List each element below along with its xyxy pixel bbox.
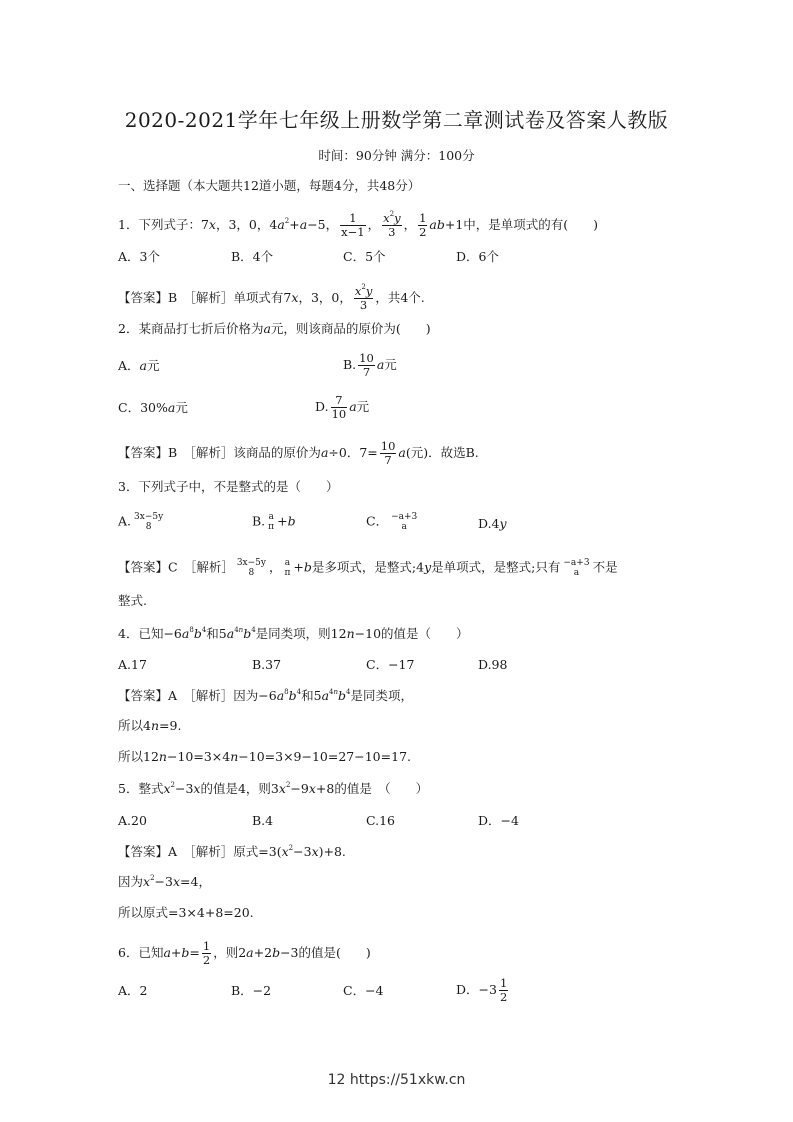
question-4-stem: 4．已知$-6a^8b^4$和$5a^{4n}b^4$是同类项，则12n−10的值是（ ） <box>118 626 469 641</box>
section-heading: 一、选择题（本大题共12道小题，每题4分，共48分） <box>118 178 421 193</box>
q6-option-c: C．−4 <box>343 983 384 998</box>
q4-answer-line-3: 所以12n−10=3×4n−10=3×9−10=27−10=17. <box>118 749 411 764</box>
page-title: 2020-2021学年七年级上册数学第二章测试卷及答案人教版 <box>124 108 669 132</box>
q4-option-b: B.37 <box>252 657 282 672</box>
q3-option-c: C． −a+3 a <box>366 512 418 532</box>
q5-option-c: C.16 <box>366 813 395 828</box>
question-2-stem: 2．某商品打七折后价格为a元，则该商品的原价为( ) <box>118 321 431 336</box>
q3-answer: 【答案】C ［解析］ 3x−5y 8 ， a π +b是多项式，是整式;4y是单项式，是整式;只有 −a+3 a 不是 <box>118 558 618 578</box>
q4-answer-line-2: 所以4n=9. <box>118 718 182 733</box>
q5-option-b: B.4 <box>252 813 274 828</box>
q1-answer: 【答案】B ［解析］单项式有7x，3，0， $\frac{x^2y}{3}$ ，共4个. <box>118 283 425 312</box>
q5-option-a: A.20 <box>118 813 147 828</box>
question-1-stem: 1．下列式子：7x，3，0，$4a^2+a-5$， $\frac{1}{x-1}$ ， $\frac{x^2y}{3}$ ， $\frac{1}{2}$ ab+1中，是单项式的有( ) <box>118 210 599 239</box>
q4-option-a: A.17 <box>118 657 147 672</box>
q1-option-c: C．5个 <box>343 249 386 264</box>
q5-answer-line-2: 因为$x^2-3x=4$， <box>118 874 211 889</box>
q2-option-a: A．a元 <box>118 358 160 373</box>
q6-option-d: D．−3 $\frac{1}{2}$ <box>456 976 508 1004</box>
q2-answer: 【答案】B ［解析］该商品的原价为a÷0．7= $\frac{10}{7}$ a(元)．故选B. <box>118 439 479 467</box>
q4-option-d: D.98 <box>478 657 508 672</box>
q1-option-d: D．6个 <box>456 249 499 264</box>
q6-option-a: A．2 <box>118 983 148 998</box>
q6-option-b: B．−2 <box>231 983 272 998</box>
question-3-stem: 3．下列式子中，不是整式的是（ ） <box>118 479 339 494</box>
q2-option-b: B. $\frac{10}{7}$ a元 <box>343 351 397 379</box>
q2-option-c: C．30%a元 <box>118 400 188 415</box>
q1-option-b: B．4个 <box>231 249 274 264</box>
q2-option-d: D. $\frac{7}{10}$ a元 <box>315 393 370 421</box>
q3-option-b: B. a π +b <box>252 512 296 532</box>
page-footer: 12 https://51xkw.cn <box>327 1072 466 1088</box>
q1-option-a: A．3个 <box>118 249 160 264</box>
q3-answer-cont: 整式. <box>118 593 147 608</box>
exam-info: 时间：90分钟 满分：100分 <box>318 148 475 163</box>
q5-answer: 【答案】A ［解析］原式$=3(x^2-3x)+8$. <box>118 844 346 859</box>
q3-option-d: D.4y <box>478 516 507 531</box>
q4-answer: 【答案】A ［解析］因为$-6a^8b^4$和$5a^{4n}b^4$是同类项， <box>118 688 414 703</box>
q5-option-d: D．−4 <box>478 813 519 828</box>
q5-answer-line-3: 所以原式=3×4+8=20. <box>118 905 254 920</box>
question-5-stem: 5．整式$x^2-3x$的值是4，则$3x^2-9x+8$的值是 （ ） <box>118 781 429 796</box>
q3-option-a: A. 3x−5y 8 <box>118 512 164 532</box>
question-6-stem: 6．已知a+b= $\frac{1}{2}$ ，则2a+2b−3的值是( ) <box>118 939 371 967</box>
q4-option-c: C．−17 <box>366 657 415 672</box>
